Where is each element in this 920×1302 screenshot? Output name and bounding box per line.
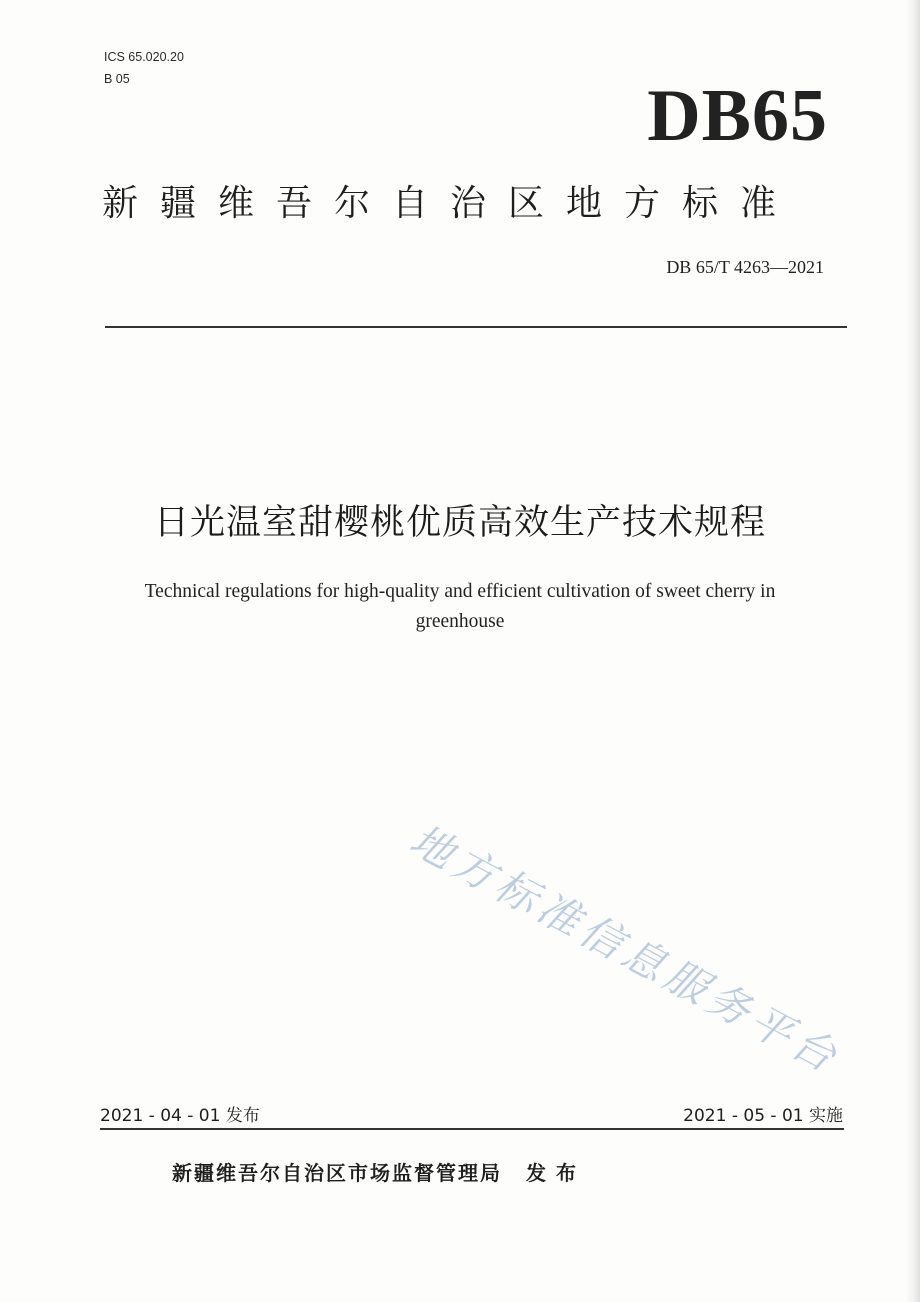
standard-number: DB 65/T 4263—2021 [666, 257, 824, 277]
scan-edge-shadow [906, 0, 920, 1302]
classification-codes [104, 46, 184, 90]
publish-action: 发布 [526, 1161, 586, 1185]
publisher-name: 新疆维吾尔自治区市场监督管理局 [172, 1161, 502, 1185]
issue-date: 2021 - 04 - 01 发布 [100, 1106, 260, 1126]
implementation-date: 2021 - 05 - 01 实施 [683, 1106, 843, 1126]
title-english-line-2: greenhouse [415, 611, 505, 632]
title-english-line-1: Technical regulations for high-quality and efficient cultivation of sweet cherry in [144, 581, 776, 602]
watermark-text: 地方标准信息服务平台 [401, 815, 849, 1084]
standard-code-large: DB65 [647, 75, 828, 157]
title-english [80, 577, 840, 637]
top-divider [105, 326, 847, 328]
ics-code: ICS 65.020.20 [104, 50, 184, 64]
standard-organization-heading: 新疆维吾尔自治区地方标准 [102, 183, 799, 224]
ccs-code: B 05 [104, 72, 130, 86]
bottom-divider [100, 1128, 844, 1130]
title-chinese: 日光温室甜樱桃优质高效生产技术规程 [153, 503, 766, 543]
publisher-line [172, 1158, 586, 1188]
